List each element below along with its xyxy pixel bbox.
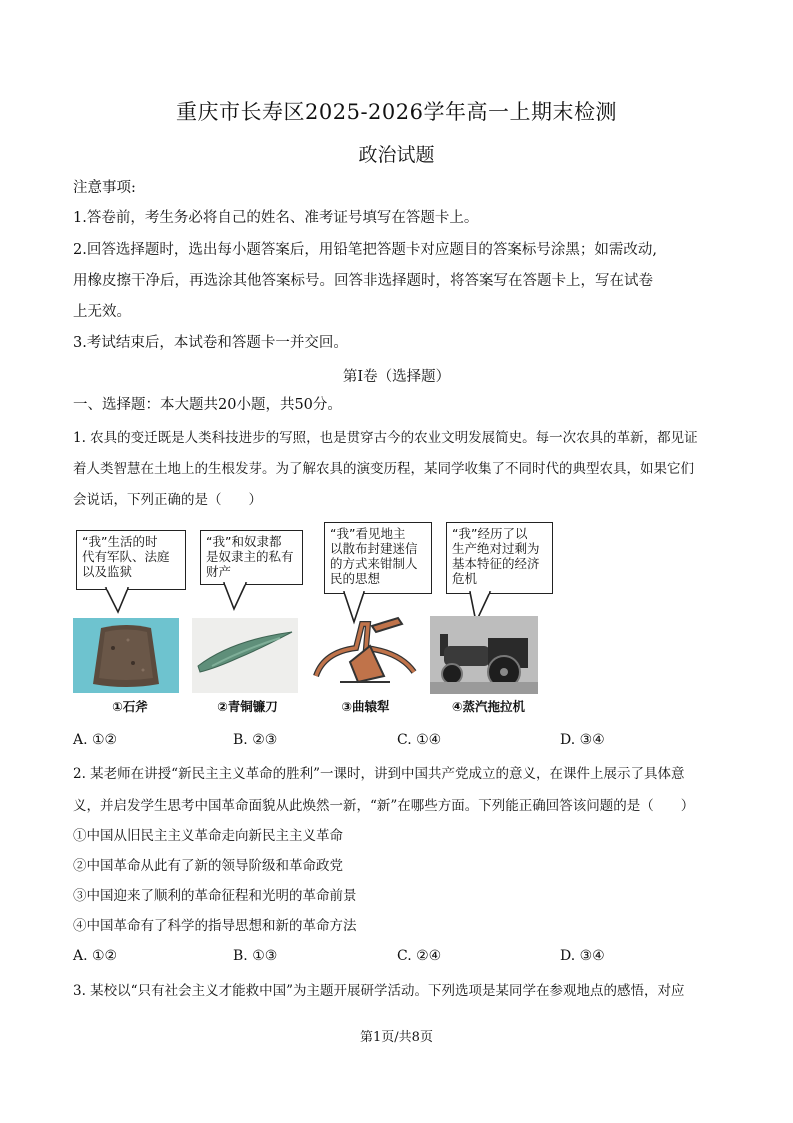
q2-item: ④中国革命有了科学的指导思想和新的革命方法 bbox=[73, 918, 357, 934]
stone-axe-icon bbox=[73, 618, 179, 693]
notes-item: 1.答卷前，考生务必将自己的姓名、准考证号填写在答题卡上。 bbox=[73, 210, 479, 226]
q2-item: ③中国迎来了顺利的革命征程和光明的革命前景 bbox=[73, 888, 357, 904]
curved-plough-image bbox=[310, 612, 418, 694]
exam-title: 重庆市长寿区2025-2026学年高一上期末检测 bbox=[176, 100, 617, 124]
bubble-text: 是奴隶主的私有 bbox=[206, 549, 294, 564]
q2-stem-line: 2. 某老师在讲授“新民主主义革命的胜利”一课时，讲到中国共产党成立的意义，在课件上展示了具体意 bbox=[73, 766, 685, 782]
bubble-text: 基本特征的经济 bbox=[452, 556, 540, 571]
curved-plough-icon bbox=[310, 612, 418, 694]
image-caption: ①石斧 bbox=[112, 699, 148, 714]
image-caption: ③曲辕犁 bbox=[341, 699, 390, 714]
notes-item: 3.考试结束后，本试卷和答题卡一并交回。 bbox=[73, 335, 348, 351]
q2-item: ②中国革命从此有了新的领导阶级和革命政党 bbox=[73, 858, 343, 874]
bronze-sickle-image bbox=[192, 618, 298, 693]
bubble-text: 的方式来钳制人 bbox=[330, 556, 418, 571]
exam-subject: 政治试题 bbox=[358, 144, 435, 166]
bubble-text: “我”看见地主 bbox=[330, 526, 406, 541]
bubble-text: “我”生活的时 bbox=[82, 534, 158, 549]
q1-option-c: C. ①④ bbox=[397, 732, 442, 748]
speech-bubble-4 bbox=[446, 522, 553, 594]
q1-option-a: A. ①② bbox=[73, 732, 118, 748]
bubble-tail bbox=[220, 583, 260, 611]
steam-tractor-image bbox=[430, 616, 538, 694]
q2-option-d: D. ③④ bbox=[560, 948, 605, 964]
q2-option-a: A. ①② bbox=[73, 948, 118, 964]
speech-bubble-1 bbox=[76, 530, 186, 590]
bubble-text: “我”和奴隶都 bbox=[206, 534, 282, 549]
bubble-text: “我”经历了以 bbox=[452, 526, 528, 541]
page-footer: 第1页/共8页 bbox=[360, 1030, 433, 1045]
volume-heading: 第Ⅰ卷（选择题） bbox=[342, 369, 451, 385]
bubble-text: 危机 bbox=[452, 571, 478, 586]
bubble-text: 以散布封建迷信 bbox=[330, 541, 418, 556]
notes-heading: 注意事项: bbox=[73, 180, 136, 196]
bronze-sickle-icon bbox=[192, 618, 298, 693]
speech-bubble-2 bbox=[200, 530, 303, 585]
stone-axe-image bbox=[73, 618, 179, 693]
bubble-text: 代有军队、法庭 bbox=[82, 549, 170, 564]
q1-option-b: B. ②③ bbox=[233, 732, 278, 748]
speech-bubble-3 bbox=[324, 522, 432, 594]
bubble-text: 民的思想 bbox=[330, 571, 381, 586]
image-caption: ④蒸汽拖拉机 bbox=[451, 699, 526, 714]
notes-item: 上无效。 bbox=[73, 304, 131, 320]
q2-option-b: B. ①③ bbox=[233, 948, 278, 964]
q2-stem-line: 义，并启发学生思考中国革命面貌从此焕然一新，“新”在哪些方面。下列能正确回答该问题的是（ ） bbox=[73, 798, 695, 814]
q1-option-d: D. ③④ bbox=[560, 732, 605, 748]
q3-stem-line: 3. 某校以“只有社会主义才能救中国”为主题开展研学活动。下列选项是某同学在参观地点的感悟，对应 bbox=[73, 983, 685, 999]
bubble-tail bbox=[100, 588, 140, 614]
q1-stem-line: 着人类智慧在土地上的生根发芽。为了解农具的演变历程，某同学收集了不同时代的典型农具，如果它们 bbox=[73, 461, 694, 477]
bubble-text: 财产 bbox=[206, 564, 232, 579]
notes-item: 用橡皮擦干净后，再选涂其他答案标号。回答非选择题时，将答案写在答题卡上，写在试卷 bbox=[73, 273, 653, 289]
image-caption: ②青铜镰刀 bbox=[217, 699, 278, 714]
notes-item: 2.回答选择题时，选出每小题答案后，用铅笔把答题卡对应题目的答案标号涂黑；如需改动, bbox=[73, 242, 657, 258]
q2-item: ①中国从旧民主主义革命走向新民主主义革命 bbox=[73, 828, 343, 844]
q1-stem-line: 会说话，下列正确的是（ ） bbox=[73, 492, 262, 508]
steam-tractor-icon bbox=[430, 616, 538, 694]
q2-option-c: C. ②④ bbox=[397, 948, 442, 964]
bubble-text: 以及监狱 bbox=[82, 564, 133, 579]
section-heading: 一、选择题：本大题共20小题，共50分。 bbox=[73, 397, 342, 413]
q1-stem-line: 1. 农具的变迁既是人类科技进步的写照，也是贯穿古今的农业文明发展简史。每一次农具的革新，都见证 bbox=[73, 430, 698, 446]
bubble-text: 生产绝对过剩为 bbox=[452, 541, 540, 556]
